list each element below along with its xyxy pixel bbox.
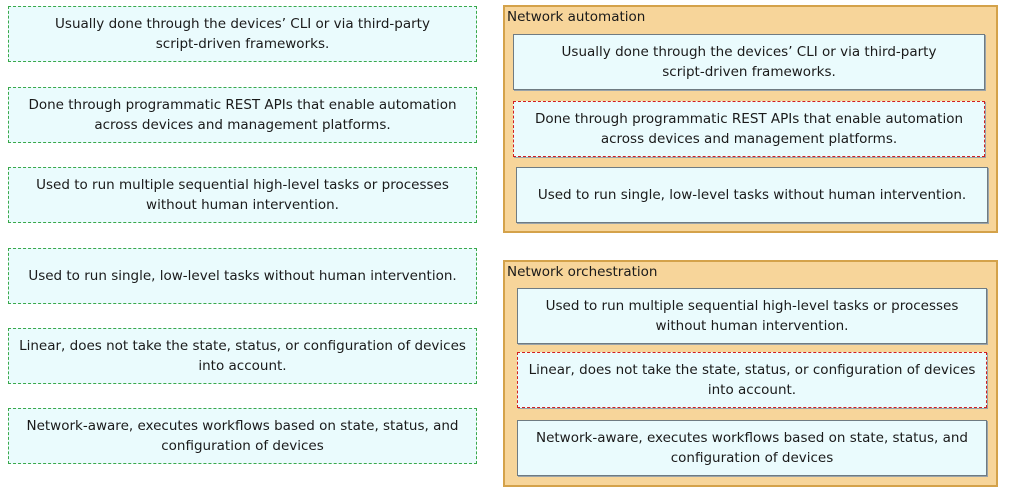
option-tile-4[interactable] — [8, 248, 477, 304]
placed-tile-orchestration-1[interactable] — [517, 288, 987, 344]
option-label-2: Done through programmatic REST APIs that enable automation across devices and management platforms. — [28, 97, 457, 133]
option-label-4: Used to run single, low-level tasks without human intervention. — [28, 268, 457, 284]
option-label-5: Linear, does not take the state, status, or configuration of devices into account. — [19, 338, 466, 374]
option-tile-6[interactable] — [8, 408, 477, 464]
placed-label-orchestration-1: Used to run multiple sequential high-level tasks or processes without human intervention. — [545, 298, 959, 334]
placed-tile-automation-3[interactable] — [516, 167, 988, 223]
placed-label-automation-2: Done through programmatic REST APIs that enable automation across devices and management platforms. — [534, 111, 964, 147]
placed-label-automation-3: Used to run single, low-level tasks without human intervention. — [537, 187, 967, 203]
placed-tile-orchestration-2[interactable] — [517, 352, 987, 408]
option-tile-3[interactable] — [8, 167, 477, 223]
zone-title-network-automation: Network automation — [507, 9, 646, 25]
placed-tile-automation-2[interactable] — [513, 101, 985, 157]
placed-label-orchestration-2: Linear, does not take the state, status, or configuration of devices into account. — [528, 362, 976, 398]
placed-label-automation-1: Usually done through the devices’ CLI or via third-party script-driven frameworks. — [561, 44, 937, 80]
option-tile-2[interactable] — [8, 87, 477, 143]
placed-tile-automation-1[interactable] — [513, 34, 985, 90]
option-label-6: Network-aware, executes workflows based on state, status, and configuration of devices — [26, 418, 459, 454]
placed-tile-orchestration-3[interactable] — [517, 420, 987, 476]
zone-title-network-orchestration: Network orchestration — [507, 264, 658, 280]
option-label-1: Usually done through the devices’ CLI or via third-party script-driven frameworks. — [55, 16, 430, 52]
placed-label-orchestration-3: Network-aware, executes workflows based on state, status, and configuration of devices — [535, 430, 968, 466]
option-tile-5[interactable] — [8, 328, 477, 384]
option-tile-1[interactable] — [8, 6, 477, 62]
option-label-3: Used to run multiple sequential high-level tasks or processes without human intervention. — [36, 177, 449, 213]
